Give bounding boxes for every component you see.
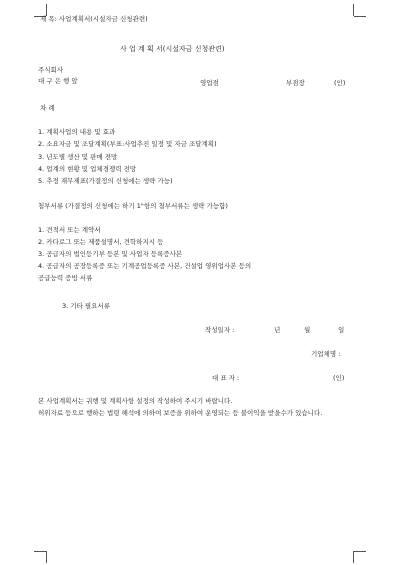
date-month: 월 [304,326,311,334]
representative-label: 대 표 자 : [212,374,240,382]
crop-mark-bottom-right-h [354,551,366,552]
crop-mark-top-right-h [354,16,366,17]
closing-line-1: 본 사업계획서는 귀행 및 계획사항 설정의 작성하여 주시기 바랍니다. [38,397,233,405]
representative-seal: (인) [333,374,345,382]
document-title: 사 업 계 획 서(시설자금 신청관련) [120,45,225,53]
date-label: 작성일자 : [205,326,235,334]
attachment-item: 3. 공급자의 법인등기부 등본 및 사업자 등록증사본 [38,250,183,258]
recipient-bank: 대 구 은 행 앞 [38,77,78,85]
date-year: 년 [274,326,281,334]
branch-manager-label: 영업점 [200,79,219,87]
contents-item: 4. 업계의 현황 및 업체경쟁력 전망 [38,165,137,173]
crop-mark-top-right-v [353,4,354,16]
crop-mark-bottom-left-h [34,551,46,552]
contents-heading: 차 례 [40,104,55,112]
attachment-item: 1. 견적서 또는 계약서 [38,226,101,234]
crop-mark-bottom-left-v [46,551,47,563]
contents-item: 3. 년도별 생산 및 판매 전망 [38,153,118,161]
document-subject: 제 목: 사업계획서(시설자금 신청관련) [40,15,148,23]
attachment-item: 4. 공급자의 공장등록증 또는 기계공업등록증 사본, 건설업 영위업사본 등의 [38,262,252,270]
contents-item: 1. 계획사업의 내용 및 효과 [38,128,116,136]
attachment-other: 3. 기타 필요서류 [62,302,111,310]
company-name-label: 기업체명 : [311,350,341,358]
attachment-item: 공급능력 증빙 서류 [38,274,93,282]
closing-line-2: 허위자료 등으로 행하는 법령 해석에 의하여 보증을 위하여 운영되는 등 불이익을 받을수가 있습니다. [38,409,323,417]
crop-mark-bottom-right-v [353,551,354,563]
date-day: 일 [338,326,345,334]
deputy-manager-label: 부점장 [286,79,305,87]
recipient-company: 주식회사 [38,66,64,74]
contents-item: 2. 소요자금 및 조달계획(부표:사업추진 일정 및 자금 조달계획) [38,140,217,148]
seal-mark: (인) [334,79,346,87]
attachment-item: 2. 카다로그 또는 제품설명서, 견학하지시 등 [38,238,164,246]
attachments-heading: 첨부서류 (가결정의 신청에는 하기 1"항의 첨부서류는 생략 가능함) [38,202,228,210]
contents-item: 5. 추정 재무제표(가결정의 신청에는 생략 가능) [38,177,173,185]
